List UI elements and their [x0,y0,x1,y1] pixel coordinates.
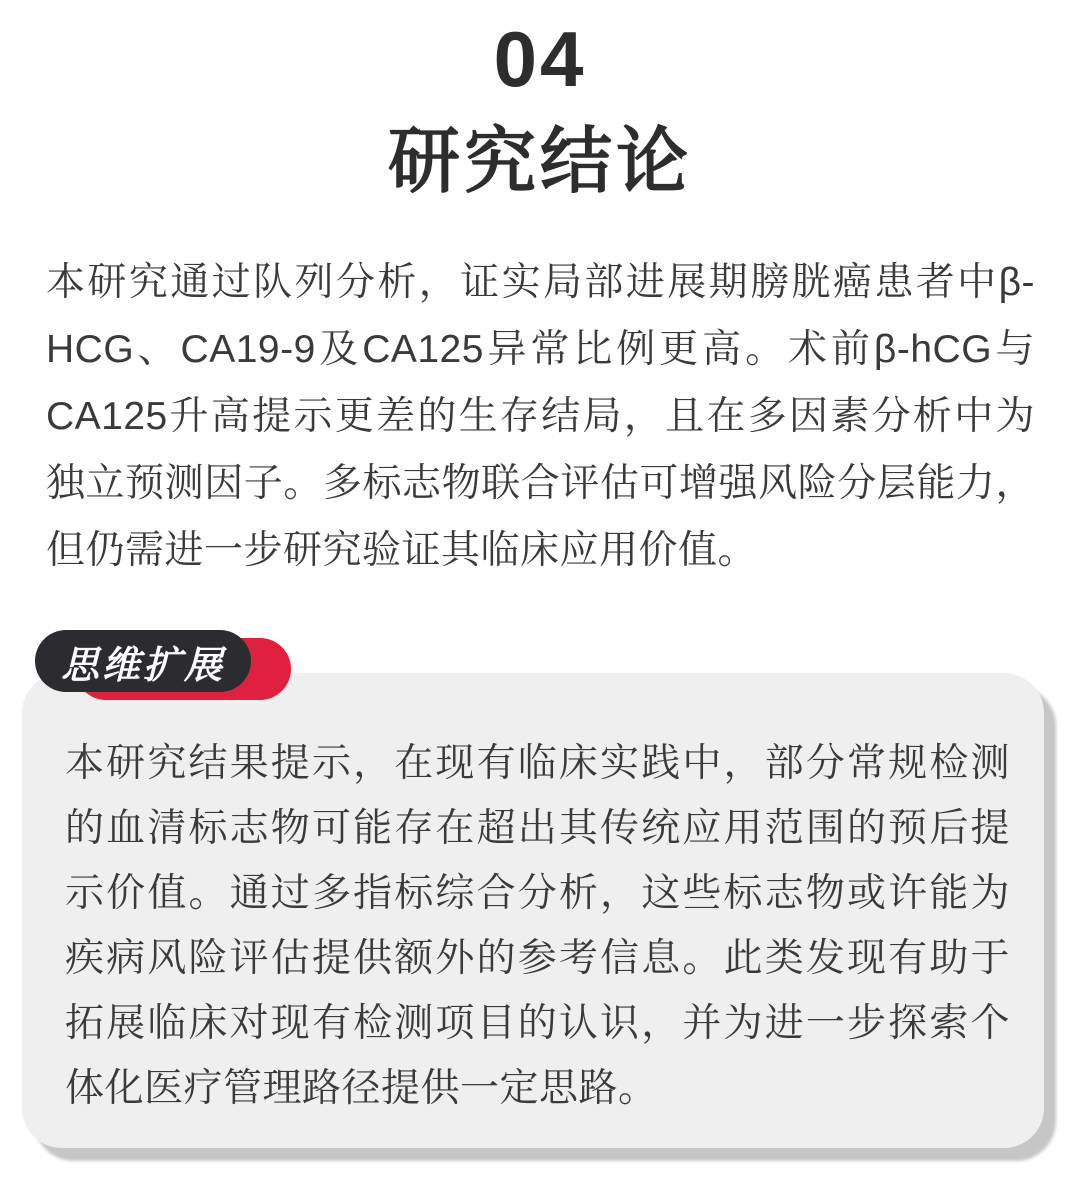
expansion-badge [35,630,251,692]
section-title: 研究结论 [387,122,692,202]
conclusion-paragraph: 本研究通过队列分析，证实局部进展期膀胱癌患者中β-HCG、CA19-9及CA125异常比例更高。术前β-hCG与CA125升高提示更差的生存结局，且在多因素分析中为独立预测因子。多标志物联合评估可增强风险分层能力，但仍需进一步研究验证其临床应用价值。 [46,261,1035,572]
expansion-paragraph: 本研究结果提示，在现有临床实践中，部分常规检测的血清标志物可能存在超出其传统应用范围的预后提示价值。通过多指标综合分析，这些标志物或许能为疾病风险评估提供额外的参考信息。此类发现有助于拓展临床对现有检测项目的认识，并为进一步探索个体化医疗管理路径提供一定思路。 [65,742,1010,1110]
badge-pill [35,630,251,692]
badge-label: 思维扩展 [61,644,226,687]
section-number: 04 [493,15,587,103]
expansion-card [22,673,1044,1148]
